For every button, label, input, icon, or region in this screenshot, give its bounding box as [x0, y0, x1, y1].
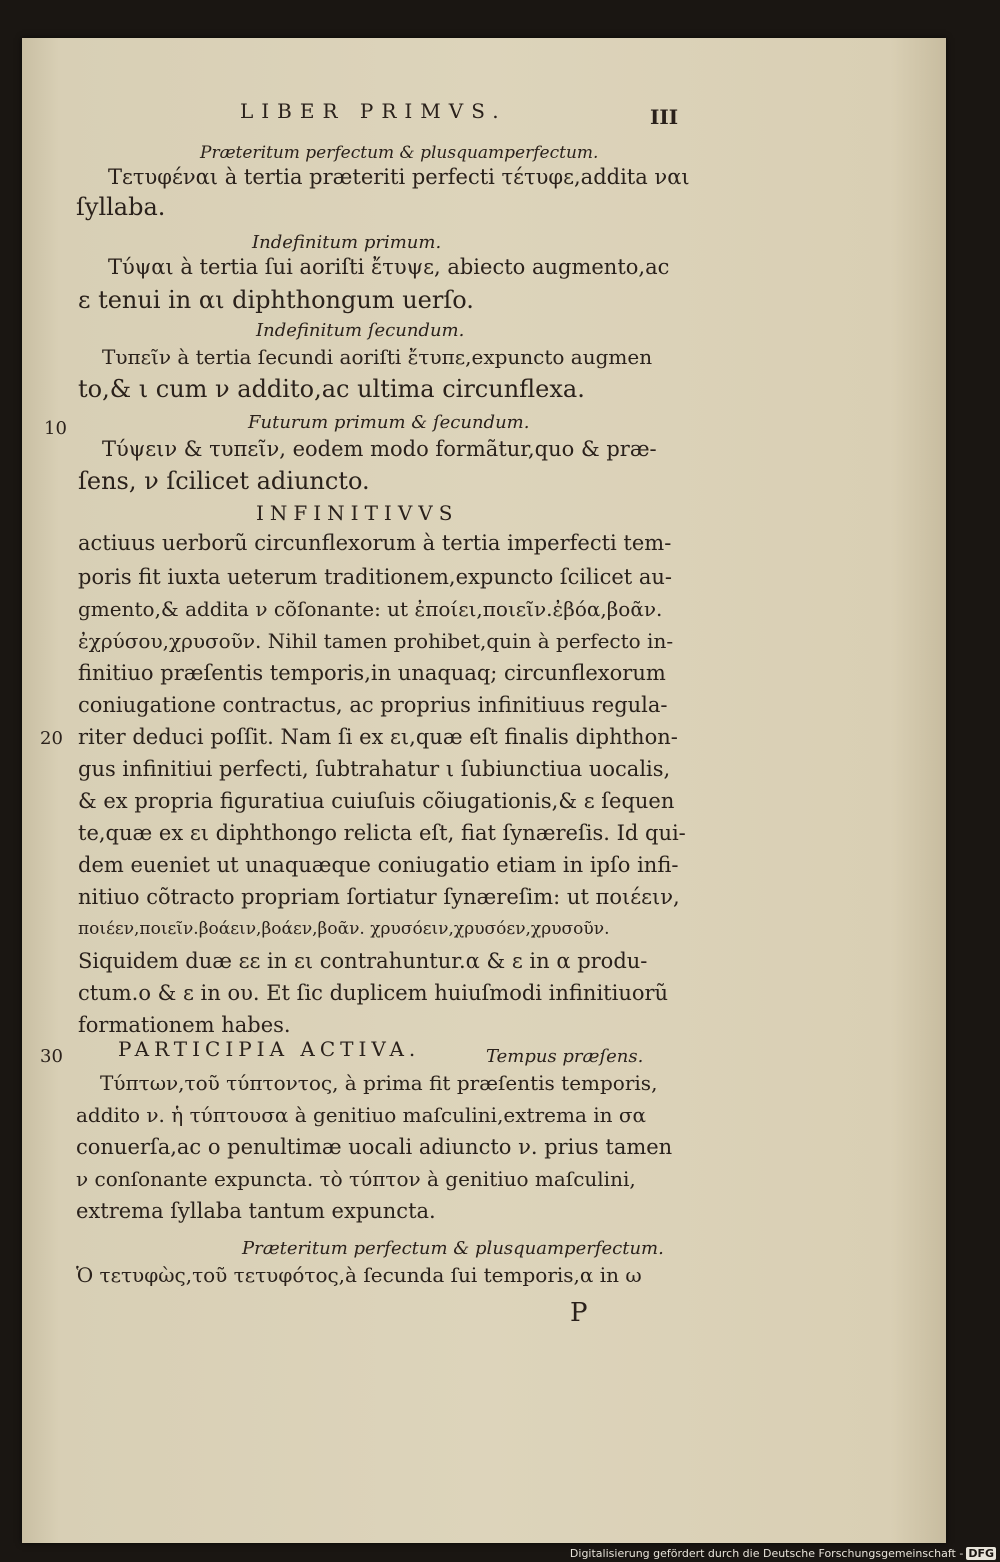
text-line: ctum.ο & ε in ου. Et ſic duplicem huiuſmodi infinitiuorũ — [78, 981, 669, 1005]
text-line: dem eueniet ut unaquæque coniugatio etiam in ipſo infi- — [78, 853, 679, 877]
folio-number: III — [650, 105, 679, 129]
text-line: Τύψειν & τυπεῖν, eodem modo formãtur,quo & præ- — [102, 437, 657, 461]
text-line: Siquidem duæ εε in ει contrahuntur.α & ε in α produ- — [78, 949, 648, 973]
text-line: gus infinitiui perfecti, ſubtrahatur ι ſubiunctiua uocalis, — [78, 757, 671, 781]
text-line: ποιέεν,ποιεῖν.βοάειν,βοάεν,βοᾶν. χρυσόειν,χρυσόεν,χρυσοῦν. — [78, 919, 610, 939]
text-line: ſyllaba. — [76, 193, 166, 221]
section-heading: Præteritum perfectum & plusquamperfectum. — [242, 1238, 664, 1259]
text-line: ἐχρύσου,χρυσοῦν. Nihil tamen prohibet,quin à perfecto in- — [78, 629, 674, 653]
credit-text: Digitalisierung gefördert durch die Deutsche Forschungsgemeinschaft - — [569, 1547, 964, 1560]
signature-mark: P — [570, 1298, 588, 1328]
text-line: Τυπεῖν à tertia ſecundi aoriſti ἔτυπε,expuncto augmen — [102, 345, 653, 369]
margin-line-number: 20 — [40, 728, 63, 749]
text-line: conuerſa,ac ο penultimæ uocali adiuncto ν. prius tamen — [76, 1135, 673, 1159]
section-heading: Præteritum perfectum & plusquamperfectum. — [200, 143, 599, 163]
section-heading: Futurum primum & ſecundum. — [248, 412, 530, 433]
text-line: ε tenui in αι diphthongum uerſo. — [78, 286, 474, 314]
text-line: Τύπτων,τοῦ τύπτοντος, à prima fit præſentis temporis, — [100, 1071, 658, 1095]
text-line: finitiuo præſentis temporis,in unaquaq; circunflexorum — [78, 661, 666, 685]
text-line: formationem habes. — [78, 1013, 291, 1037]
text-line: addito ν. ἡ τύπτουσα à genitiuo maſculini,extrema in σα — [76, 1103, 647, 1127]
dfg-logo: DFG — [968, 1547, 994, 1560]
text-line: ν conſonante expuncta. τὸ τύπτον à genitiuo maſculini, — [76, 1167, 636, 1191]
book-page — [22, 38, 946, 1543]
text-line: Ὁ τετυφὼς,τοῦ τετυφότος,à ſecunda ſui temporis,α in ω — [76, 1263, 642, 1287]
digitization-credit — [570, 1547, 996, 1560]
text-line: coniugatione contractus, ac proprius infinitiuus regula- — [78, 693, 668, 717]
margin-line-number: 30 — [40, 1046, 63, 1067]
text-line: Τετυφέναι à tertia præteriti perfecti τέτυφε,addita ναι — [108, 165, 690, 189]
text-line: poris fit iuxta ueterum traditionem,expuncto ſcilicet au- — [78, 565, 673, 589]
text-line: gmento,& addita ν cõſonante: ut ἐποίει,ποιεῖν.ἐβόα,βοᾶν. — [78, 597, 663, 621]
section-title: PARTICIPIA ACTIVA. — [118, 1037, 421, 1061]
text-line: & ex propria figuratiua cuiuſuis cõiugationis,& ε ſequen — [78, 789, 675, 813]
margin-line-number: 10 — [44, 418, 67, 439]
section-heading: Indefinitum ſecundum. — [256, 320, 465, 341]
text-line: extrema ſyllaba tantum expuncta. — [76, 1199, 436, 1223]
text-line: ſens, ν ſcilicet adiuncto. — [78, 467, 370, 495]
text-line: nitiuo cõtracto propriam ſortiatur ſynæreſim: ut ποιέειν, — [78, 885, 680, 909]
section-title: INFINITIVVS — [256, 501, 459, 525]
text-line: to,& ι cum ν addito,ac ultima circunflexa. — [78, 375, 585, 403]
text-line: riter deduci poſſit. Nam ſi ex ει,quæ eſt finalis diphthon- — [78, 725, 678, 749]
text-line: Τύψαι à tertia ſui aoriſti ἔτυψε, abiecto augmento,ac — [108, 255, 670, 279]
section-subheading: Tempus præſens. — [486, 1046, 644, 1067]
text-line: actiuus uerborũ circunflexorum à tertia imperfecti tem- — [78, 531, 672, 555]
text-line: te,quæ ex ει diphthongo relicta eſt, fiat ſynæreſis. Id qui- — [78, 821, 686, 845]
running-head: LIBER PRIMVS. — [240, 99, 507, 123]
section-heading: Indefinitum primum. — [252, 232, 442, 253]
